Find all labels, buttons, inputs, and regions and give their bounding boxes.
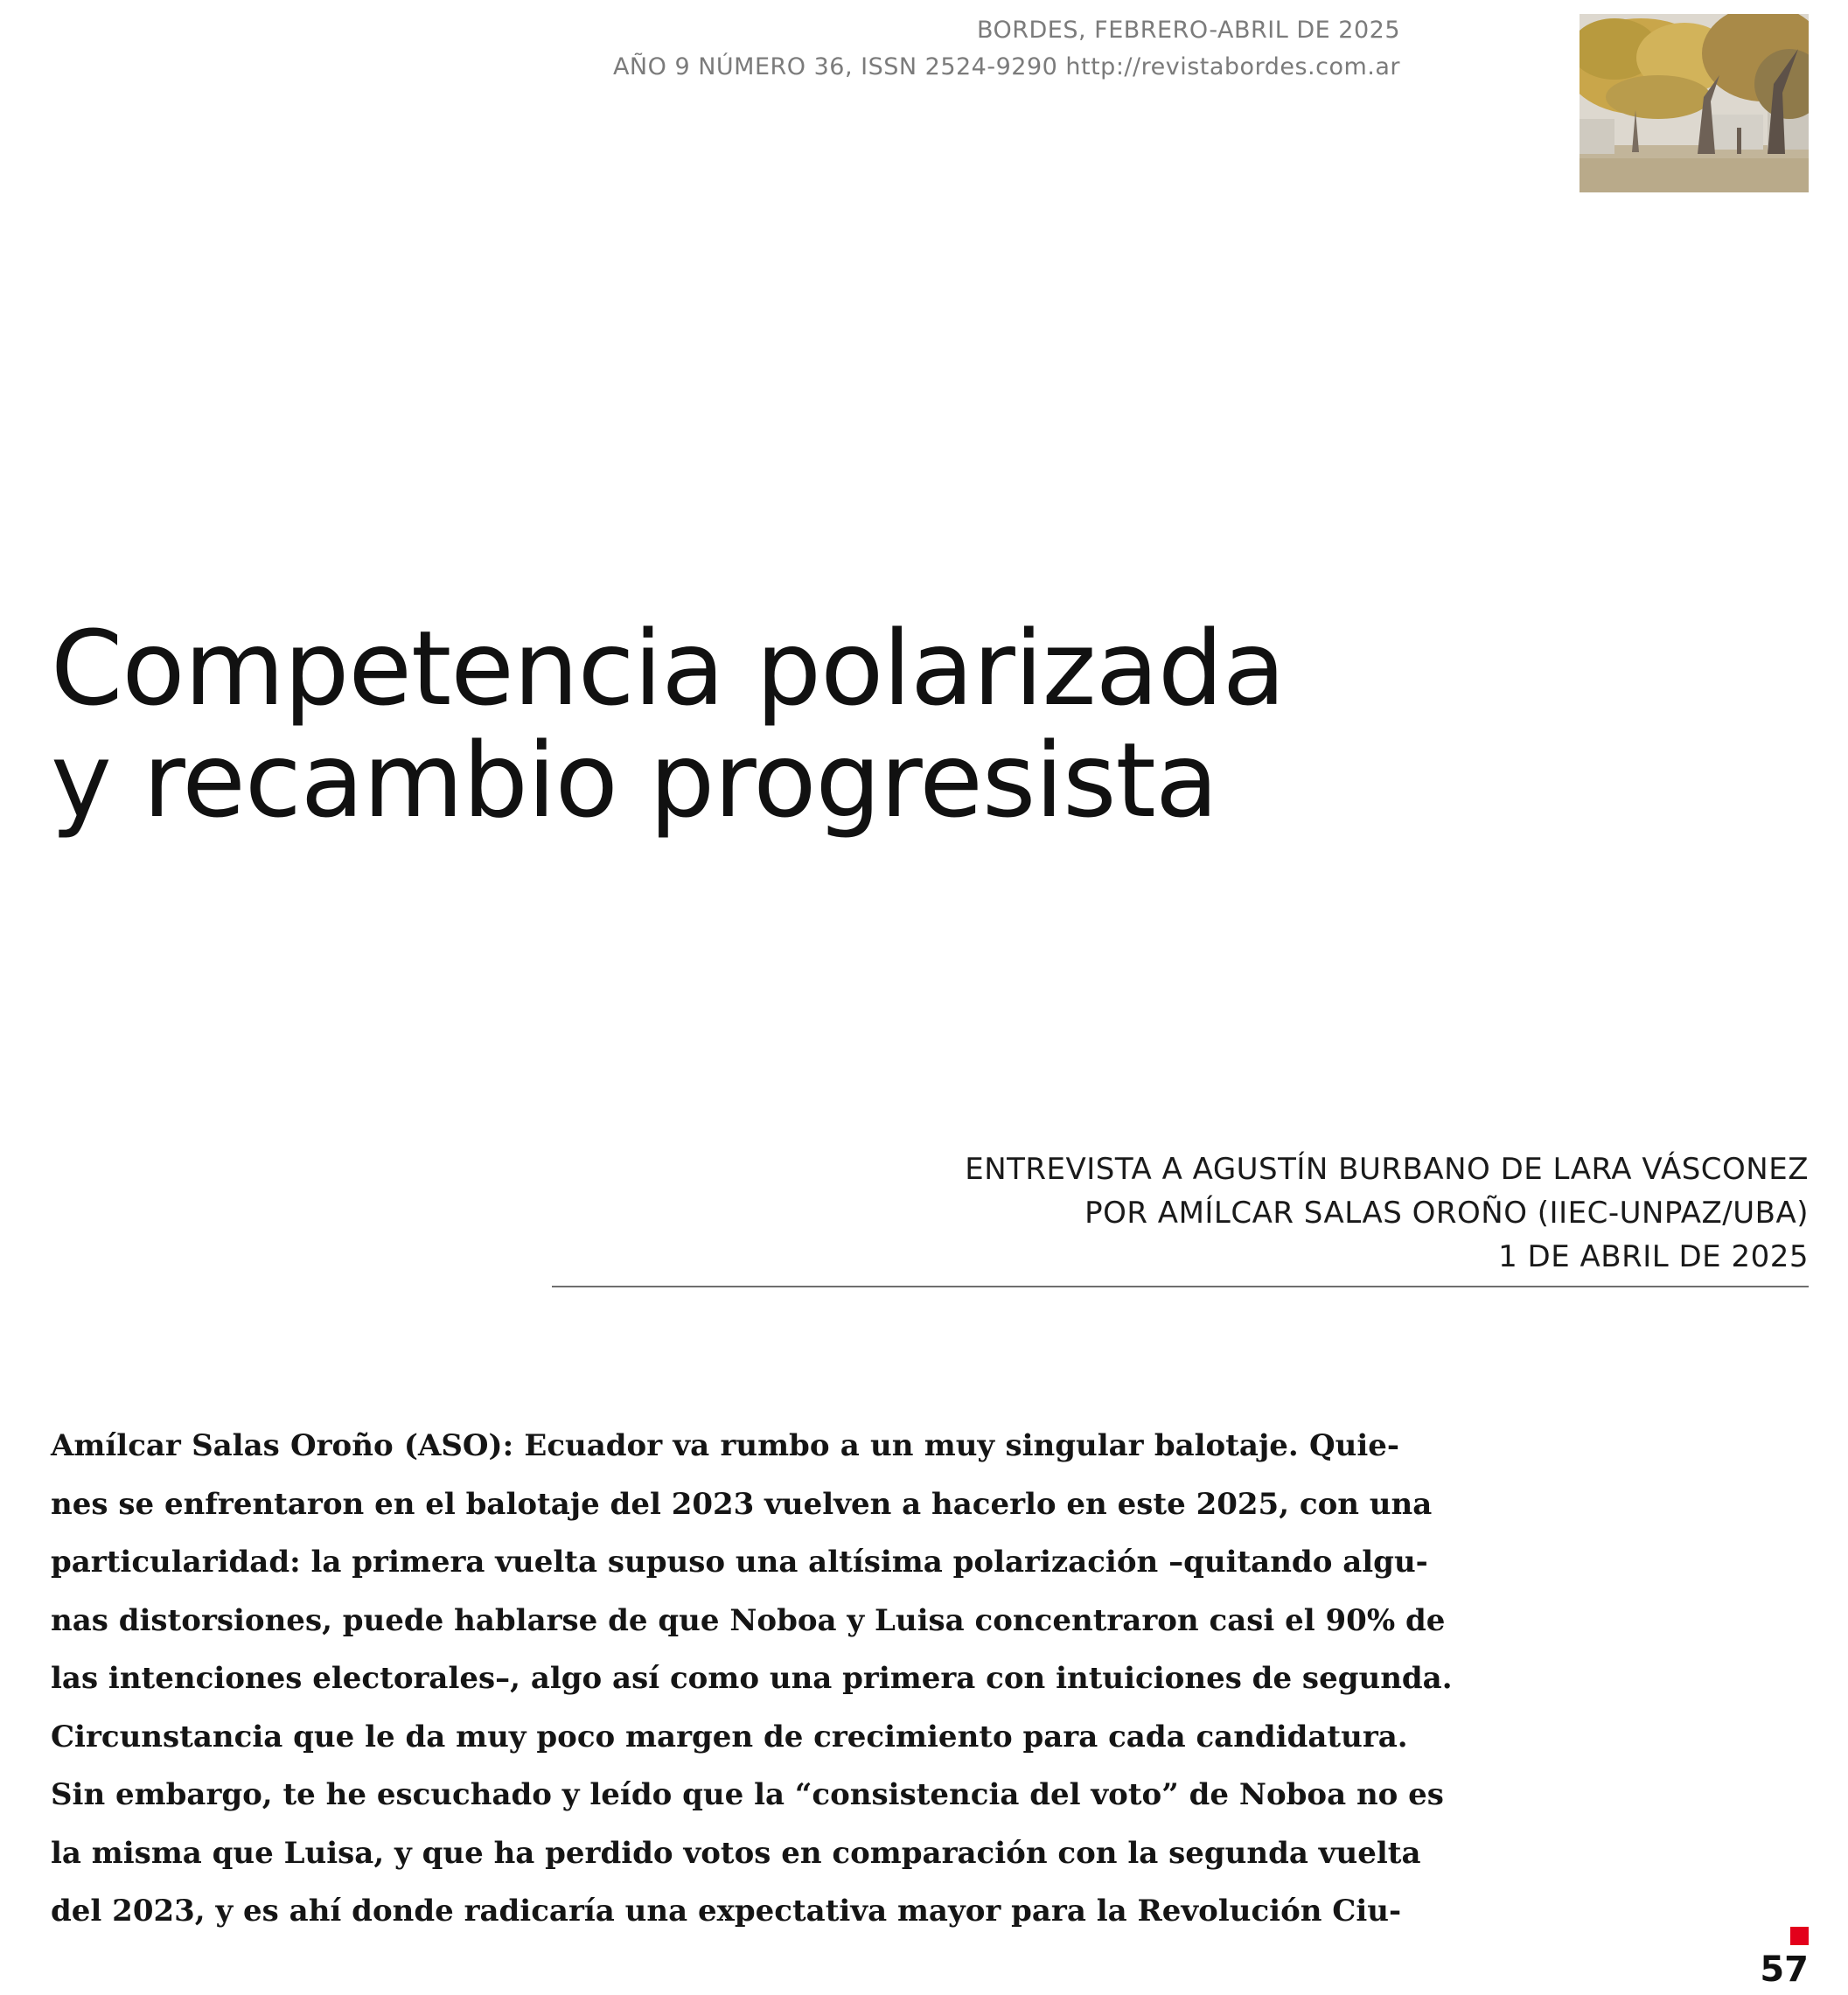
page-number: 57 [1760, 1950, 1809, 1990]
journal-issn-url: AÑO 9 NÚMERO 36, ISSN 2524-9290 http://revistabordes.com.ar [612, 53, 1400, 80]
body-line: las intenciones electorales–, algo así como una primera con intuiciones de segunda. [51, 1661, 1453, 1696]
body-line: nas distorsiones, puede hablarse de que Noboa y Luisa concentraron casi el 90% de [51, 1602, 1446, 1638]
body-line: particularidad: la primera vuelta supuso una altísima polarización –quitando algu- [51, 1545, 1428, 1580]
journal-header [613, 12, 1400, 86]
body-line: Circunstancia que le da muy poco margen de crecimiento para cada candidatura. [51, 1719, 1408, 1754]
page-marker-square [1790, 1927, 1809, 1945]
byline-divider [552, 1286, 1809, 1287]
article-byline [965, 1147, 1809, 1279]
interviewee-line: ENTREVISTA A AGUSTÍN BURBANO DE LARA VÁSCONEZ [965, 1152, 1809, 1187]
article-date: 1 DE ABRIL DE 2025 [1498, 1239, 1809, 1274]
interviewer-line: POR AMÍLCAR SALAS OROÑO (IIEC-UNPAZ/UBA) [1084, 1196, 1809, 1231]
body-line: Sin embargo, te he escuchado y leído que la “consistencia del voto” de Noboa no es [51, 1777, 1444, 1812]
body-line: la misma que Luisa, y que ha perdido votos en comparación con la segunda vuelta [51, 1835, 1421, 1871]
article-title-line-2: y recambio progresista [51, 720, 1218, 841]
article-title-line-1: Competencia polarizada [51, 608, 1286, 729]
article-title [51, 608, 1286, 841]
body-line: nes se enfrentaron en el balotaje del 2023 vuelven a hacerlo en este 2025, con una [51, 1486, 1433, 1522]
tree-photo-thumbnail [1580, 14, 1809, 192]
tree-photo-image [1580, 14, 1809, 192]
body-line: Amílcar Salas Oroño (ASO): Ecuador va rumbo a un muy singular balotaje. Quie- [51, 1428, 1399, 1463]
body-line: del 2023, y es ahí donde radicaría una expectativa mayor para la Revolución Ciu- [51, 1894, 1402, 1929]
journal-issue-date: BORDES, FEBRERO-ABRIL DE 2025 [976, 17, 1400, 44]
article-body [51, 1417, 1453, 1941]
